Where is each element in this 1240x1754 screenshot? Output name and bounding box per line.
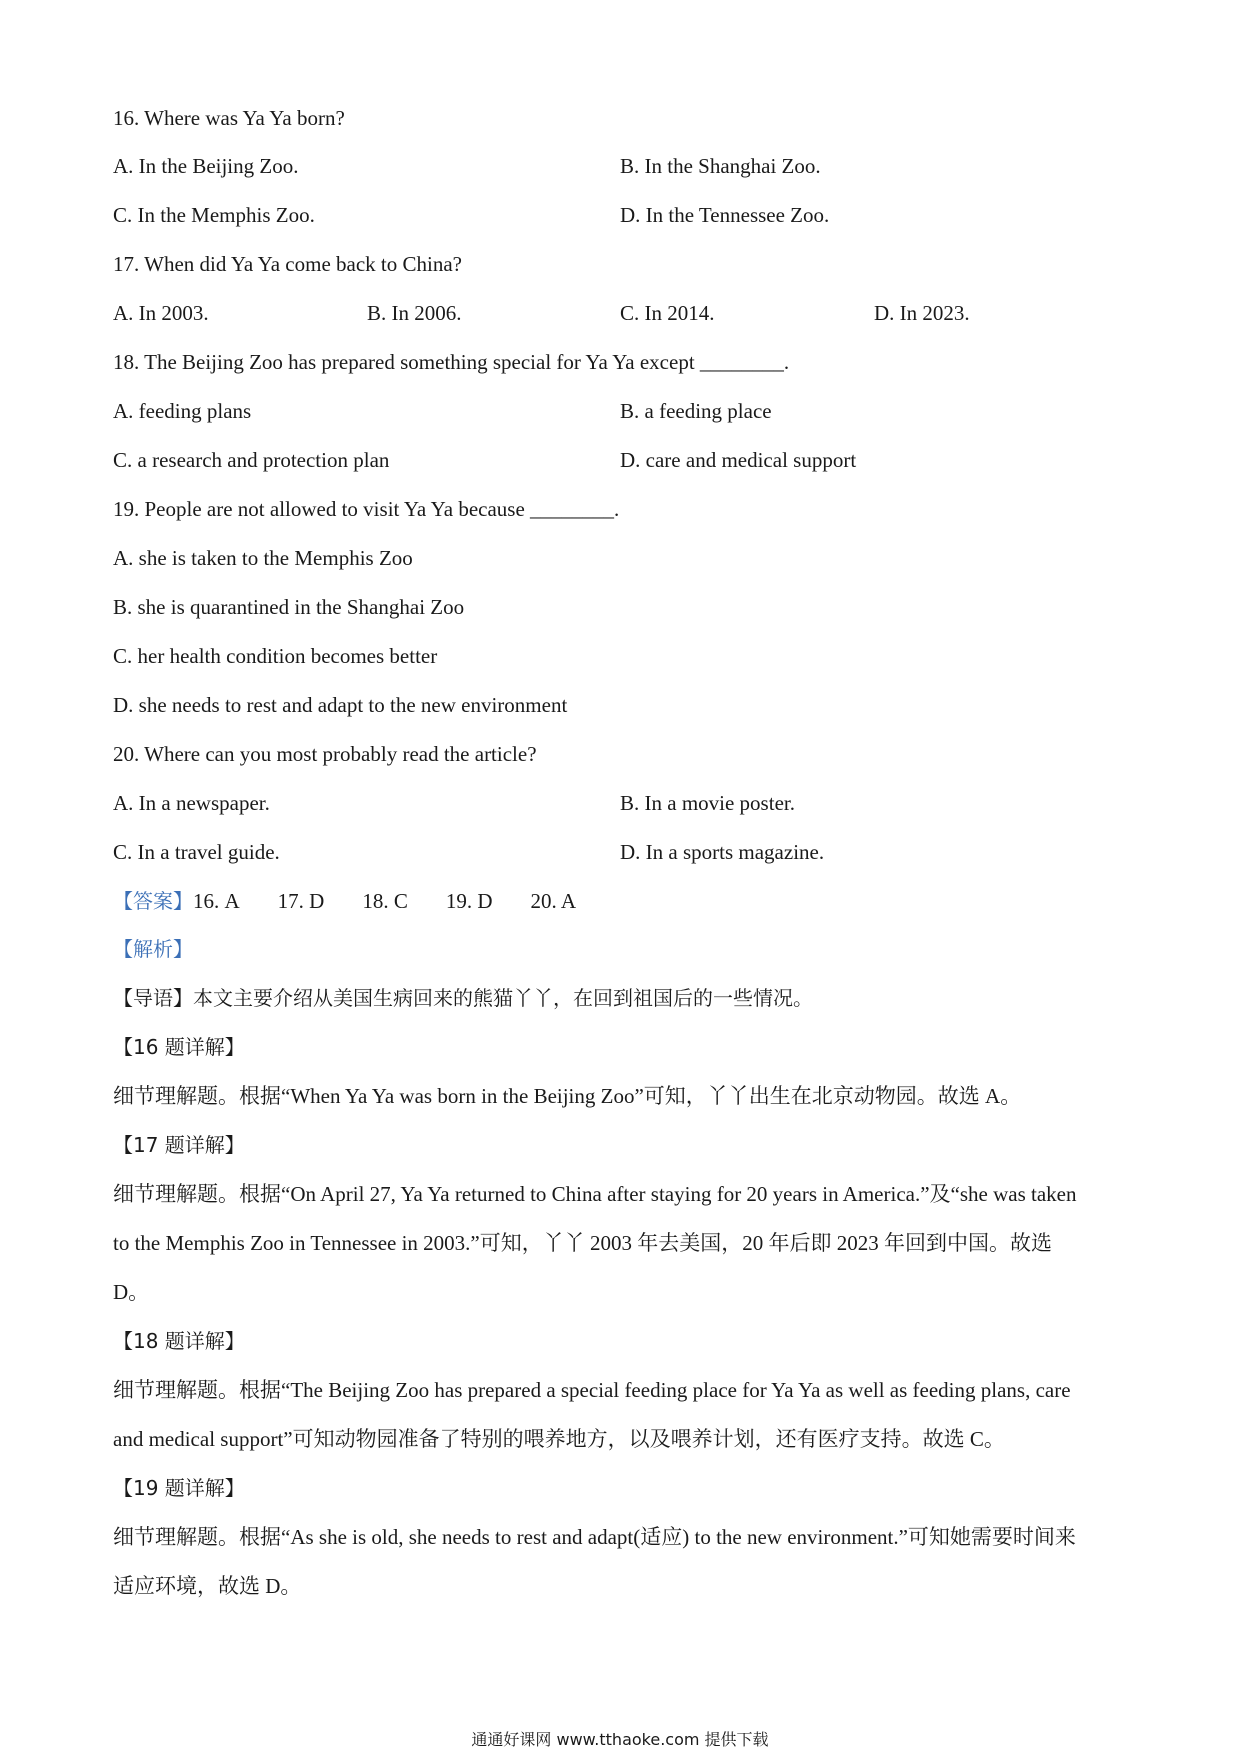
detail-19-heading: 【19 题详解】 — [113, 1476, 245, 1500]
q19-option-c: C. her health condition becomes better — [113, 644, 438, 668]
answer-item: 18. C — [362, 889, 408, 913]
q20-option-d: D. In a sports magazine. — [620, 840, 825, 864]
q18-option-a: A. feeding plans — [113, 399, 252, 423]
question-16-stem: 16. Where was Ya Ya born? — [113, 106, 345, 130]
q17-option-a: A. In 2003. — [113, 301, 209, 325]
q19-option-d: D. she needs to rest and adapt to the new environment — [113, 693, 568, 717]
question-20-stem: 20. Where can you most probably read the article? — [113, 742, 537, 766]
page-footer: 通通好课网 www.tthaoke.com 提供下载 — [471, 1730, 769, 1749]
q20-option-c: C. In a travel guide. — [113, 840, 280, 864]
q16-option-b: B. In the Shanghai Zoo. — [620, 154, 821, 178]
q16-option-a: A. In the Beijing Zoo. — [113, 154, 299, 178]
analysis-label: 【解析】 — [113, 937, 193, 961]
question-17-stem: 17. When did Ya Ya come back to China? — [113, 252, 462, 276]
q19-option-a: A. she is taken to the Memphis Zoo — [113, 546, 413, 570]
detail-16-line: 细节理解题。根据“When Ya Ya was born in the Beijing Zoo”可知，丫丫出生在北京动物园。故选 A。 — [113, 1084, 1022, 1108]
q16-option-c: C. In the Memphis Zoo. — [113, 203, 315, 227]
detail-18-heading: 【18 题详解】 — [113, 1329, 245, 1353]
q17-option-d: D. In 2023. — [874, 301, 970, 325]
detail-19-line: 适应环境，故选 D。 — [113, 1574, 302, 1598]
answer-item: 19. D — [445, 889, 493, 913]
q18-option-c: C. a research and protection plan — [113, 448, 390, 472]
q16-option-d: D. In the Tennessee Zoo. — [620, 203, 830, 227]
q20-option-b: B. In a movie poster. — [620, 791, 795, 815]
detail-18-line: 细节理解题。根据“The Beijing Zoo has prepared a special feeding place for Ya Ya as well as feeding plans, care — [113, 1378, 1071, 1402]
detail-17-heading: 【17 题详解】 — [113, 1133, 245, 1157]
detail-17-line: 细节理解题。根据“On April 27, Ya Ya returned to China after staying for 20 years in America.”及“she was taken — [113, 1182, 1077, 1206]
detail-19-line: 细节理解题。根据“As she is old, she needs to rest and adapt(适应) to the new environment.”可知她需要时间来 — [113, 1525, 1076, 1549]
answer-item: 17. D — [277, 889, 325, 913]
q18-option-b: B. a feeding place — [620, 399, 772, 423]
question-18-stem: 18. The Beijing Zoo has prepared something special for Ya Ya except ________. — [113, 350, 790, 374]
detail-17-line: to the Memphis Zoo in Tennessee in 2003.”可知，丫丫 2003 年去美国，20 年后即 2023 年回到中国。故选 — [113, 1231, 1052, 1255]
q17-option-c: C. In 2014. — [620, 301, 715, 325]
answer-label: 【答案】 — [113, 889, 193, 913]
q19-option-b: B. she is quarantined in the Shanghai Zoo — [113, 595, 465, 619]
detail-18-line: and medical support”可知动物园准备了特别的喂养地方，以及喂养计划，还有医疗支持。故选 C。 — [113, 1427, 1005, 1451]
detail-16-heading: 【16 题详解】 — [113, 1035, 245, 1059]
question-19-stem: 19. People are not allowed to visit Ya Ya because ________. — [113, 497, 620, 521]
answer-item: 20. A — [530, 889, 577, 913]
q20-option-a: A. In a newspaper. — [113, 791, 270, 815]
answer-row — [113, 887, 576, 915]
answer-item: 16. A — [193, 889, 240, 913]
intro-text: 【导语】本文主要介绍从美国生病回来的熊猫丫丫，在回到祖国后的一些情况。 — [113, 986, 813, 1010]
detail-17-line: D。 — [113, 1280, 150, 1304]
q18-option-d: D. care and medical support — [620, 448, 857, 472]
q17-option-b: B. In 2006. — [367, 301, 462, 325]
